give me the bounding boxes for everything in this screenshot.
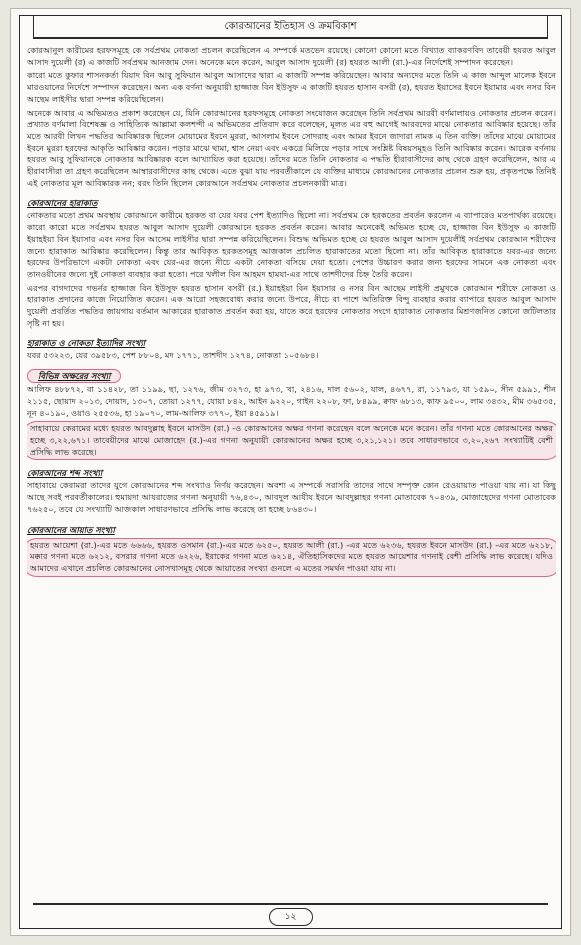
intro-paragraph-1: কোরআনুল কারীমের হরফসমূহে কে সর্বপ্রথম নোকতা প্রচলন করেছিলেন এ সম্পর্কে মতভেদ রয়েছে। কোনো কোনো মতে বিখ্যাত ব্যাকরণবিদ তাবেয়ী হযরত আবুল আসাদ দুয়েলী (র) এ কাজটি সর্বপ্রথম আনজাম দেন। অনেকে মনে করেন, আবুল আসাদ দুয়েলী (র) হযরত আলী (রা.)-এর নির্দেশেই সম্পাদন করেছেন।	[27, 45, 556, 67]
page-number: ১২	[269, 908, 313, 926]
page	[10, 8, 571, 936]
harakat-paragraph-1: নোকতার মতো প্রথম অবস্থায় কোরআনে কারীমে হরকত বা যের যবর পেশ ইত্যাদিও ছিলো না। সর্বপ্রথম কে হরকতের প্রবর্তন করলেন এ ব্যাপারেও মতপার্থক্য রয়েছে। কারো কারো মতে সর্বপ্রথম হযরত আবুল আসাদ দুয়েলী কোরআনে হরকত প্রবর্তন করেন। আবার অনেকেই অভিমত হচ্ছে যে, হাজ্জাজ বিন ইউসুফ এ কাজটি ইয়াহইয়া বিন ইয়াসার এবং নসর বিন আসেম লাইসীর দ্বারা সম্পন্ন করিয়েছিলেন। বিশুদ্ধ অভিমত হচ্ছে যে হযরত আবুল আসাদ দুয়েলীই সর্বপ্রথম কোরআন শরীফের জন্যে হারাকাত আবিষ্কার করেছিলেন। কিন্তু তার আবিকৃত হরকতসমূহ আজকাল প্রচলিত হারাকাতের মতো ছিলো না। তাঁর আবিকৃত হারাকাতে যবর-এর জন্যে হরফের উপরিভাগে একটা নোকতা এবং যের-এর জন্যে নীচে একটা নোকতা বসিয়ে দেয়া হতো। পেশের উচ্চারণ করার জন্য হরফের সামনে এক নোকতা এবং তানওয়ীনের জন্যে দুই নোকতা ব্যবহার করা হতো। পরে খলীল বিন আহমদ হামযা-এর সাথে তাশদীদের চিহ্ন তৈরি করেন।	[27, 210, 556, 279]
section-heading-word-count: কোরআনের শব্দ সংখ্যা	[27, 468, 103, 479]
section-heading-harakat: কোরআনের হারাকাত	[27, 198, 98, 209]
page-footer	[33, 903, 548, 929]
intro-paragraph-2: কারো মতে কুফার শাসনকর্তা যিয়াদ বিন আবু সুফিয়ান আবুল আসাদের দ্বারা এ কাজটি সম্পন্ন করিয়েছেন। আবার অন্যদের মতে তিনি এ কাজ আব্দুল মালেক ইবনে মারওয়ানের নির্দেশে সম্পাদন করেছেন। অন্য এক বর্ণনা অনুযায়ী হাজ্জাজ বিন ইউসুফ এ কাজটি হযরত হাসান বসরী (র), হযরত ইয়াসের ইবনে ইয়ামার এবং নসর বিন আছেম লাইসীর দ্বারা সম্পন্ন করিয়েছিলেন।	[27, 70, 556, 104]
word-count-text: সাহাবায়ে কেরামরা তাদের যুগে কোরআনের শব্দ সংখ্যাও নির্ণয় করেছেন। অবশ্য এ সম্পর্কে সরাসরি তাদের সাথে সম্পৃক্ত কোন রেওয়ায়াত পাওয়া যায় না। যা কিছু আছে সবই পরবর্তীকালের। হুমায়দা আযরাজের গণনা অনুযায়ী ৭৬,৪৩০, আবদুল আযীয ইবনে আবদুল্লাহর গণনা মোতাবেক ৭০৪৩৯, মোজাহেদের গণনা মোতাবেক ৭৬২৫০, তবে যে সংখ্যাটি আজকাল সাধারণভাবে প্রসিদ্ধি লাভ করেছে তা হচ্ছে ৮৬৪৩০।	[27, 480, 556, 514]
page-header	[33, 15, 548, 39]
harakat-paragraph-2: এরপর বাগদাদের গভর্নর হাজ্জাজ বিন ইউসুফ হযরত হাসান বসরী (র.) ইয়াহইয়া বিন ইয়াসার ও নসর বিন আছেম লাইসী প্রমুখকে কোরআন শরীফে নোকতা ও হারাকাত প্রদানের কাজে নিয়োজিত করেন। এক আরো সহজবোধ্য করার জন্যে উপরে, নীচে বা পাশে অতিরিক্ত বিন্দু ব্যবহার করার ব্যাপারে হযরত আবুল আসাদ দুয়েলী প্রবর্তিত পদ্ধতির জায়গায় বর্তমান আকারের হারাকাত প্রবর্তন করা হয়, যাতে করে হরফের নোকতার সংগে হারাকাত নোকতার মিশ্রণজনিত কোনো জটিলতার সৃষ্টি না হয়।	[27, 282, 556, 328]
intro-paragraph-3: অনেকে আবার এ অভিমতও প্রকাশ করেছেন যে, যিনি কোরআনের হরফসমূহে নোকতা সংযোজন করেছেন তিনি সর্বপ্রথম আরবী বর্ণমালায়ও নোকতার প্রচলন করেন। প্রখ্যাত বর্ণমালা বিশেষজ্ঞ ও সাহিত্যিক আল্লামা কলশন্দী এ অভিমতের প্রতিবাদ করে বলেছেন, মূলত এর বহু আগেই আরবদের মাঝে নোকতার আবিষ্কার হয়েছে। তাঁর মতে আরবী লিখন পদ্ধতির আবিষ্কারক ছিলেন মোয়ামের ইবনে মুররা, আসলাম ইবনে সোদরাহ এবং আমর ইবনে জাদারা নামক এ তিন ব্যক্তি। তাঁদের মাঝে মোয়ামের ইবনে মুররা হরফের আকৃতি আবিষ্কার করেন। পড়ার মাঝে থামা, শ্বাস নেয়া এবং একত্রে মিলিয়ে পড়ার সাথে সংশ্লিষ্ট বিষয়সমূহও তিনি আবিষ্কার করেন। আরেক বর্ণনায় হযরত আবু সুফিয়ানকে নোকতার আবিষ্কারক বলে আখ্যায়িত করা হয়েছে। তাঁদের মতে তিনি নোকতার এ পদ্ধতি হীরাবাসীদের কাছ থেকে গ্রহণ করেছিলেন, আর এ হীরাবাসীরা তা গ্রহণ করেছিলেন আম্বারবাসীদের কাছ থেকে। এতে বুঝা যায় পরবর্তীকালে যে ব্যক্তির মাধ্যমে কোরআনের নোকতার প্রচলন শুরু হয়, প্রকৃতপক্ষে তিনিই এই নোকতার মূল আবিষ্কারক নন; বরং তিনি ছিলেন কোরআনে সর্বপ্রথম নোকতার প্রচলনকারী মাত্র।	[27, 107, 556, 188]
article-body	[27, 45, 556, 891]
letter-count-text: আলিফ ৪৮৮৭২, বা ১১৪২৮, তা ১১৯৯, ছা, ১২৭৬, জীম ৩২৭৩, হা ৯৭৩, খা, ২৪১৬, দাল ৫৬০২, যাল, ৪৬৭৭, রা, ১১৭৯৩, যা ১৫৯০, সীন ৫৯৯১, শীন ২১১৫, ছোয়াদ ২০১৩, দোয়াদ, ১৩০৭, তোয়া ১২৭৭, যোয়া ৮৪২, আইন ৯২২০, গাইন ২২০৮, ফা, ৮৪৯৯, ক্বাফ ৬৮১৩, কাফ ৯৫০০, লাম ৩৪৩২, মীম ৩৬৫৩৫, নূন ৪০১৯০, ওয়াও ২৫৫৩৬, হা ১৯০৭০, লাম-আলিফ ৩৭৭০, ইয়া ৪৫৯১৯।	[27, 384, 556, 418]
page-title: কোরআনের ইতিহাস ও ক্রমবিকাশ	[224, 21, 357, 32]
section-heading-letter-count: বিভিন্ন অক্ষরের সংখ্যা	[27, 369, 121, 383]
ayat-count-text: হযরত আয়েশা (রা.)-এর মতে ৬৬৬৬, হযরত ওসমান (রা.)-এর মতে ৬২৫০, হযরত আলী (রা.) -এর মতে ৬২৩৬, হযরত ইবনে মাসউদ (রা.) -এর মতে ৬২১৮, মক্কার গণনা মতে ৬২১২, বসরার গণনা মতে ৬২২৬, ইরাকের গণনা মতে ৬২১৪, ঐতিহাসিকদের মতে হযরত আয়েশার গণনাই বেশী প্রসিদ্ধি লাভ করেছে। যদিও আমাদের এখানে প্রচলিত কোরআনের নোসখাসমূহ থেকে আয়াতের সংখ্যা গুনলে এ মতের সমর্থন পাওয়া যায় না।	[27, 538, 556, 577]
section-heading-ayat-count: কোরআনের আয়াত সংখ্যা	[27, 524, 115, 535]
nokta-count-text: যবর ৫৩২২৩, যের ৩৯৫৮৩, পেশ ৮৮০৪, মদ ১৭৭১, তাশদীদ ১২৭৪, নোকতা ১০৫৬৮৪।	[27, 350, 319, 361]
section-heading-nokta-count: হারাকাত ও নোকতা ইত্যাদির সংখ্যা	[27, 338, 146, 349]
highlighted-letter-total: সাহাবায়ে কেরামের মধ্যে হযরত আবদুল্লাহ ইবনে মাসউদ (রা.) -ও কোরআনের অক্ষর গণনা করেছেন বলে অনেকে মনে করেন। তাঁর গণনা মতে কোরআনের অক্ষর হচ্ছে ৩,২২,৬৭১। তাবেয়ীদের মাঝে মোজাহেদ (র.)-এর গণনা অনুযায়ী কোরআনের অক্ষর হচ্ছে ৩,২১,১২১। তবে সাধারণভাবে ৩,২০,২৬৭ সংখ্যাটিই বেশী প্রসিদ্ধি লাভ করেছে।	[27, 421, 556, 460]
